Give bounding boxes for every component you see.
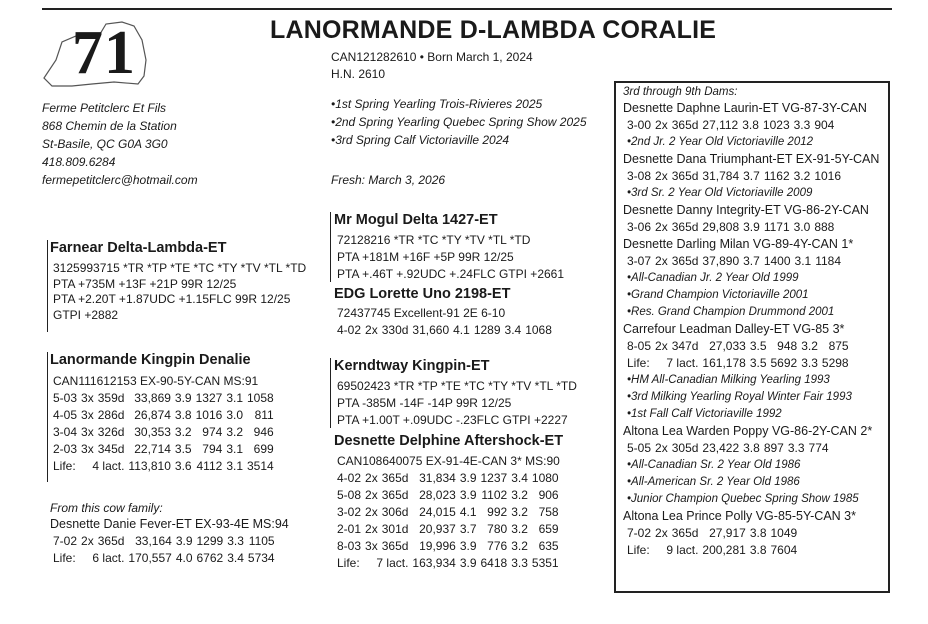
fresh-date: Fresh: March 3, 2026 <box>331 173 446 187</box>
sire-bracket <box>47 240 48 332</box>
ancestor-dam-note: •All-American Sr. 2 Year Old 1986 <box>627 476 800 488</box>
extended-dams-heading: 3rd through 9th Dams: <box>623 86 738 98</box>
ancestor-dam-name: Altona Lea Prince Polly VG-85-5Y-CAN 3* <box>623 509 856 523</box>
ancestor-dam-note: •All-Canadian Sr. 2 Year Old 1986 <box>627 459 801 471</box>
ancestor-dam-name: Desnette Danny Integrity-ET VG-86-2Y-CAN <box>623 203 869 217</box>
record-row: 2-01 2x 301d 20,937 3.7 780 3.2 659 <box>337 522 559 536</box>
record-row: 5-03 3x 359d 33,869 3.9 1327 3.1 1058 <box>53 391 274 405</box>
lot-badge <box>42 20 152 90</box>
consignor-email: fermepetitclerc@hotmail.com <box>42 173 198 187</box>
ancestor-dam-records <box>627 117 838 134</box>
ancestor-dam-records <box>627 219 838 236</box>
cow-family-label: From this cow family: <box>50 501 163 515</box>
sire-line: GTPI +2882 <box>53 307 119 322</box>
record-row: 3-07 2x 365d 37,890 3.7 1400 3.1 1184 <box>627 254 842 268</box>
sire-of-dam-line: 69502423 *TR *TP *TE *TC *TY *TV *TL *TD <box>337 379 577 393</box>
record-row: 5-08 2x 365d 28,023 3.9 1102 3.2 906 <box>337 488 559 502</box>
cow-family-records <box>53 533 279 567</box>
extended-dams-list <box>623 84 885 559</box>
ancestor-dam-name: Desnette Dana Triumphant-ET EX-91-5Y-CAN <box>623 152 880 166</box>
dam-name: Lanormande Kingpin Denalie <box>50 352 251 368</box>
record-row: 3-06 2x 365d 29,808 3.9 1171 3.0 888 <box>627 220 835 234</box>
sire-of-sire-bracket <box>330 212 331 282</box>
sire-of-dam-name: Kerndtway Kingpin-ET <box>334 358 490 374</box>
life-row: Life: 6 lact. 170,557 4.0 6762 3.4 5734 <box>53 551 275 565</box>
sire-name: Farnear Delta-Lambda-ET <box>50 240 227 256</box>
sire-of-dam-info <box>337 378 577 429</box>
ancestor-dam-records <box>627 525 809 559</box>
record-row: 7-02 2x 365d 27,917 3.8 1049 <box>627 526 798 540</box>
life-row: Life: 9 lact. 200,281 3.8 7604 <box>627 543 798 557</box>
sire-line: PTA +2.20T +1.87UDC +1.15FLC 99R 12/25 <box>53 292 291 306</box>
dam-of-dam-registration: CAN108640075 EX-91-4E-CAN 3* MS:90 <box>337 454 560 468</box>
record-row: 8-05 2x 347d 27,033 3.5 948 3.2 875 <box>627 339 849 353</box>
consignor-address1: 868 Chemin de la Station <box>42 119 177 133</box>
consignor-phone: 418.809.6284 <box>42 155 116 169</box>
sire-of-sire-line: PTA +.46T +.92UDC +.24FLC GTPI +2661 <box>337 267 565 281</box>
record-row: 7-02 2x 365d 33,164 3.9 1299 3.3 1105 <box>53 534 275 548</box>
ancestor-dam-records <box>627 168 845 185</box>
record-row: 3-02 2x 306d 24,015 4.1 992 3.2 758 <box>337 505 559 519</box>
dam-of-dam-name: Desnette Delphine Aftershock-ET <box>334 433 564 449</box>
ancestor-dam-records <box>627 253 845 270</box>
ancestor-dam-note: •3rd Milking Yearling Royal Winter Fair 1993 <box>627 391 852 403</box>
ancestor-dam-records <box>627 338 853 372</box>
sire-of-dam-bracket <box>330 358 331 428</box>
herd-number: H.N. 2610 <box>331 67 386 81</box>
record-row: 3-00 2x 365d 27,112 3.8 1023 3.3 904 <box>627 118 835 132</box>
sire-of-dam-line: PTA +1.00T +.09UDC -.23FLC GTPI +2227 <box>337 413 568 427</box>
award-2: •2nd Spring Yearling Quebec Spring Show 2025 <box>331 115 587 129</box>
record-row: 3-04 3x 326d 30,353 3.2 974 3.2 946 <box>53 425 274 439</box>
award-3: •3rd Spring Calf Victoriaville 2024 <box>331 133 510 147</box>
life-row: Life: 7 lact. 161,178 3.5 5692 3.3 5298 <box>627 356 849 370</box>
record-row: 4-05 3x 286d 26,874 3.8 1016 3.0 811 <box>53 408 274 422</box>
record-row: 5-05 2x 305d 23,422 3.8 897 3.3 774 <box>627 441 829 455</box>
registration-line: CAN121282610 • Born March 1, 2024 <box>331 50 533 64</box>
top-rule <box>42 8 892 10</box>
record-row: 2-03 3x 345d 22,714 3.5 794 3.1 699 <box>53 442 274 456</box>
dam-of-sire-registration: 72437745 Excellent-91 2E 6-10 <box>337 306 506 320</box>
ancestor-dam-note: •3rd Sr. 2 Year Old Victoriaville 2009 <box>627 187 813 199</box>
dam-records <box>53 390 278 475</box>
ancestor-dam-name: Altona Lea Warden Poppy VG-86-2Y-CAN 2* <box>623 424 873 438</box>
sire-line: PTA +735M +13F +21P 99R 12/25 <box>53 276 237 291</box>
sire-line: 3125993715 *TR *TP *TE *TC *TY *TV *TL *TD <box>53 261 307 275</box>
record-row: 8-03 3x 365d 19,996 3.9 776 3.2 635 <box>337 539 559 553</box>
ancestor-dam-note: •1st Fall Calf Victoriaville 1992 <box>627 408 782 420</box>
award-1: •1st Spring Yearling Trois-Rivieres 2025 <box>331 97 543 111</box>
ancestor-dam-records <box>627 440 833 457</box>
ancestor-dam-note: •Grand Champion Victoriaville 2001 <box>627 289 809 301</box>
ancestor-dam-note: •Res. Grand Champion Drummond 2001 <box>627 306 835 318</box>
sire-of-sire-line: 72128216 *TR *TC *TY *TV *TL *TD <box>337 233 531 247</box>
consignor-name: Ferme Petitclerc Et Fils <box>42 101 167 115</box>
record-row: 4-02 2x 365d 31,834 3.9 1237 3.4 1080 <box>337 471 559 485</box>
ancestor-dam-name: Desnette Daphne Laurin-ET VG-87-3Y-CAN <box>623 101 867 115</box>
record-row: 4-02 2x 330d 31,660 4.1 1289 3.4 1068 <box>337 323 552 337</box>
ancestor-dam-note: •Junior Champion Quebec Spring Show 1985 <box>627 493 859 505</box>
dam-registration: CAN111612153 EX-90-5Y-CAN MS:91 <box>53 374 259 388</box>
sire-of-sire-line: PTA +181M +16F +5P 99R 12/25 <box>337 250 514 264</box>
life-row: Life: 7 lact. 163,934 3.9 6418 3.3 5351 <box>337 556 559 570</box>
ancestor-dam-note: •2nd Jr. 2 Year Old Victoriaville 2012 <box>627 136 814 148</box>
consignor-address2: St-Basile, QC G0A 3G0 <box>42 137 168 151</box>
sire-info <box>53 261 306 323</box>
sire-of-dam-line: PTA -385M -14F -14P 99R 12/25 <box>337 396 512 410</box>
life-row: Life: 4 lact. 113,810 3.6 4112 3.1 3514 <box>53 459 274 473</box>
lot-number: 71 <box>72 19 136 87</box>
cow-family-name: Desnette Danie Fever-ET EX-93-4E MS:94 <box>50 517 289 531</box>
dam-bracket <box>47 352 48 482</box>
sire-of-sire-info <box>337 232 564 283</box>
animal-title: LANORMANDE D-LAMBDA CORALIE <box>270 16 717 44</box>
ancestor-dam-name: Desnette Darling Milan VG-89-4Y-CAN 1* <box>623 237 854 251</box>
ancestor-dam-note: •All-Canadian Jr. 2 Year Old 1999 <box>627 272 799 284</box>
dam-of-sire-records <box>337 322 556 339</box>
dam-of-dam-records <box>337 470 563 572</box>
ancestor-dam-note: •HM All-Canadian Milking Yearling 1993 <box>627 374 830 386</box>
dam-of-sire-name: EDG Lorette Uno 2198-ET <box>334 286 511 302</box>
ancestor-dam-name: Carrefour Leadman Dalley-ET VG-85 3* <box>623 322 845 336</box>
sire-of-sire-name: Mr Mogul Delta 1427-ET <box>334 212 498 228</box>
record-row: 3-08 2x 365d 31,784 3.7 1162 3.2 1016 <box>627 169 842 183</box>
